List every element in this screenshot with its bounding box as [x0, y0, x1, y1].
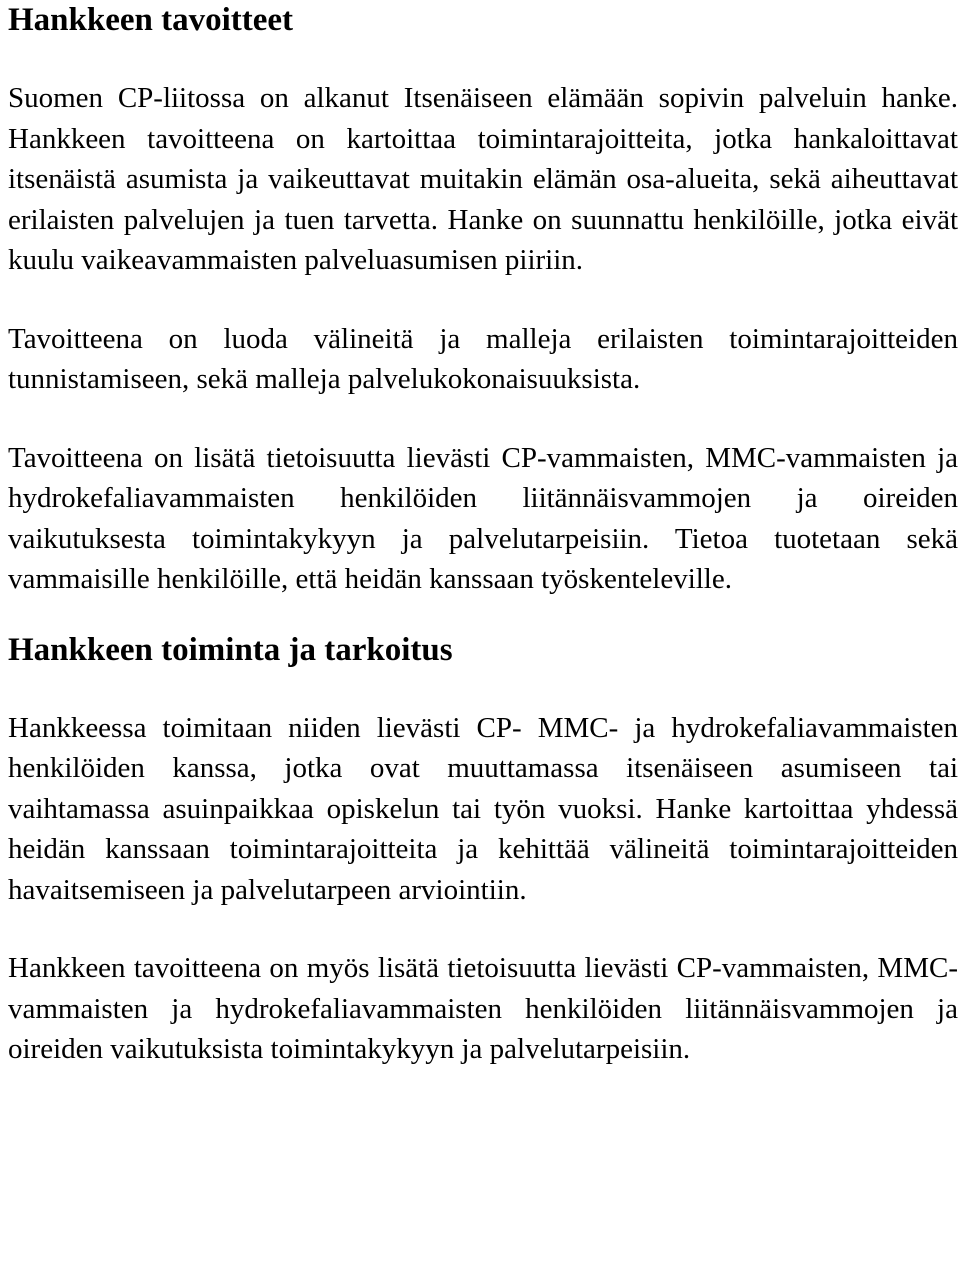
section-heading: Hankkeen toiminta ja tarkoitus: [8, 631, 453, 668]
paragraph: Hankkeen tavoitteena on myös lisätä tietoisuutta lievästi CP-vammaisten, MMC-vammaisten ja hydrokefaliavammaisten henkilöiden liitännäisvammojen ja oireiden vaikutuksista toimintakykyyn ja palvelutarpeisiin.: [8, 952, 958, 1065]
paragraph: Tavoitteena on luoda välineitä ja malleja erilaisten toimintarajoitteiden tunnistamiseen, sekä malleja palvelukokonaisuuksista.: [8, 322, 958, 395]
paragraph: Hankkeessa toimitaan niiden lievästi CP- MMC- ja hydrokefaliavammaisten henkilöiden kanssa, jotka ovat muuttamassa itsenäiseen asumiseen tai vaihtamassa asuinpaikkaa opiskelun tai työn vuoksi. Hanke kartoittaa yhdessä heidän kanssaan toimintarajoitteita ja kehittää välineitä toimintarajoitteiden havaitsemiseen ja palvelutarpeen arviointiin.: [8, 711, 958, 906]
paragraph: Tavoitteena on lisätä tietoisuutta lievästi CP-vammaisten, MMC-vammaisten ja hydrokefaliavammaisten henkilöiden liitännäisvammojen ja oireiden vaikutuksesta toimintakykyyn ja palvelutarpeisiin. Tietoa tuotetaan sekä vammaisille henkilöille, että heidän kanssaan työskenteleville.: [8, 441, 958, 595]
paragraph: Suomen CP-liitossa on alkanut Itsenäiseen elämään sopivin palveluin hanke. Hankkeen tavoitteena on kartoittaa toimintarajoitteita, jotka hankaloittavat itsenäistä asumista ja vaikeuttavat muitakin elämän osa-alueita, sekä aiheuttavat erilaisten palvelujen ja tuen tarvetta. Hanke on suunnattu henkilöille, jotka eivät kuulu vaikeavammaisten palveluasumisen piiriin.: [8, 82, 958, 276]
section-heading: Hankkeen tavoitteet: [8, 2, 294, 38]
document-page: [8, 0, 958, 1070]
